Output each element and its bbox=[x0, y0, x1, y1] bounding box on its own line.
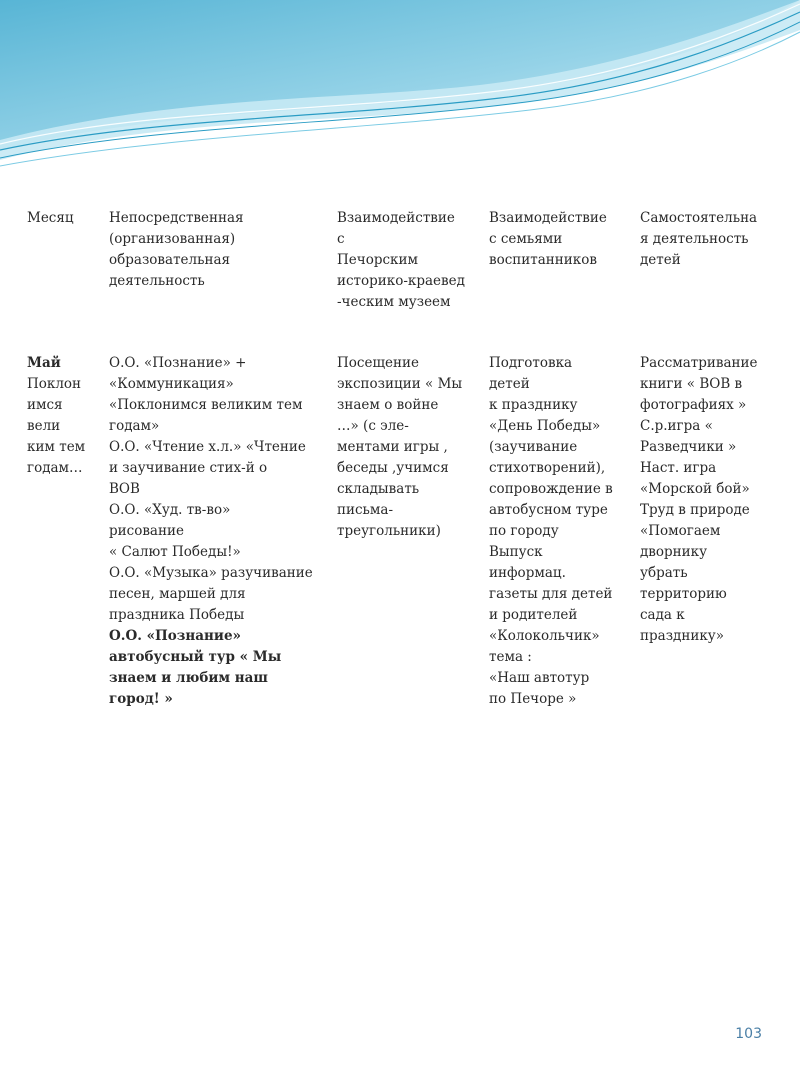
header-independent-activity: Самостоятельна я деятельность детей bbox=[640, 210, 758, 268]
cell-organized-activity: О.О. «Познание» + «Коммуникация» «Поклонимся великим тем годам» О.О. «Чтение х.л.» «Чтение и заучивание стих-й о ВОВ О.О. «Худ. тв-во» рисование « Салют Победы!» О.О. «Музыка» разучивание песен, маршей для праздника Победы О.О. «Познание» автобусный тур « Мы знаем и любим наш город! » bbox=[109, 355, 313, 707]
header-family-interaction: Взаимодействие с семьями воспитанников bbox=[489, 210, 607, 268]
header-museum-interaction: Взаимодействие с Печорским историко-краевед -ческим музеем bbox=[337, 210, 465, 310]
decorative-wave-banner bbox=[0, 0, 800, 200]
plan-table bbox=[0, 200, 800, 707]
header-organized-activity: Непосредственная (организованная) образовательная деятельность bbox=[109, 210, 244, 289]
cell-independent-activity: Рассматривание книги « ВОВ в фотографиях » С.р.игра « Разведчики » Наст. игра «Морской бой» Труд в природе «Помогаем дворнику убрать территорию сада к празднику» bbox=[640, 355, 758, 644]
cell-month: Май Поклон имся вели ким тем годам… bbox=[27, 355, 86, 476]
page-number: 103 bbox=[735, 1026, 762, 1042]
cell-museum-interaction: Посещение экспозиции « Мы знаем о войне …» (с эле- ментами игры , беседы ,учимся складывать письма- треугольники) bbox=[337, 355, 463, 539]
header-month: Месяц bbox=[27, 210, 74, 226]
table-header-row bbox=[0, 200, 800, 345]
cell-family-interaction: Подготовка детей к празднику «День Победы» (заучивание стихотворений), сопровождение в автобусном туре по городу Выпуск информац. газеты для детей и родителей «Колокольчик» тема : «Наш автотур по Печоре » bbox=[489, 355, 613, 707]
